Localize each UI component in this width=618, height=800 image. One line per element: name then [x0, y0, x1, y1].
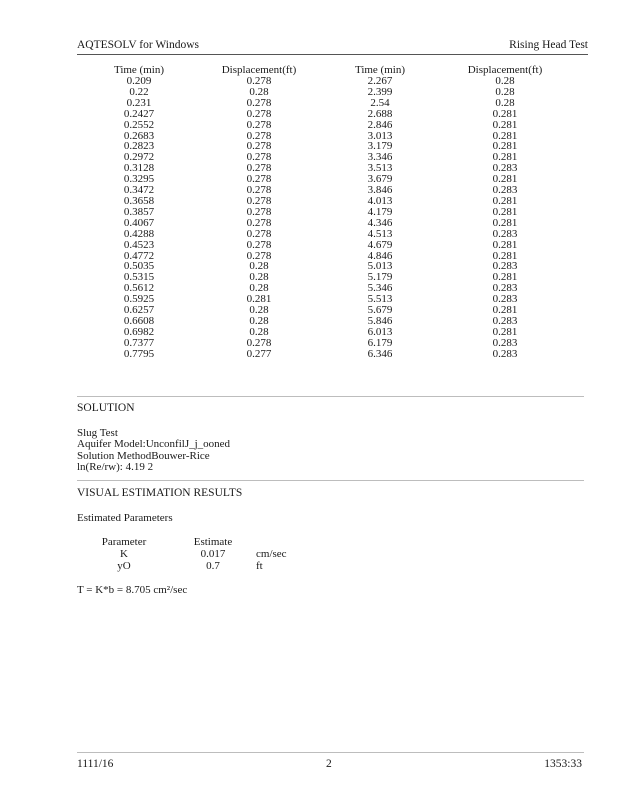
- displacement-cell: 0.28: [249, 325, 269, 338]
- param-name: yO: [117, 560, 131, 572]
- time-cell: 0.5612: [123, 282, 155, 295]
- col-header-displacement: Displacement(ft): [221, 64, 297, 77]
- header-rule: [77, 54, 588, 55]
- time-cell: 0.2823: [123, 140, 155, 153]
- col-header-time: Time (min): [354, 64, 405, 77]
- displacement-cell: 0.281: [492, 238, 518, 251]
- time-cell: 0.3857: [123, 205, 155, 218]
- time-cell: 0.3128: [123, 162, 155, 175]
- solution-heading: SOLUTION: [77, 402, 135, 414]
- time-cell: 0.7377: [123, 336, 155, 349]
- displacement-cell: 0.28: [495, 85, 515, 98]
- displacement-cell: 0.281: [492, 216, 518, 229]
- time-cell: 5.679: [367, 304, 393, 317]
- time-cell: 0.2683: [123, 129, 155, 142]
- displacement-cell: 0.278: [246, 238, 272, 251]
- solution-line: ln(Re/rw): 4.19 2: [77, 461, 154, 473]
- footer-date: 1111/16: [77, 758, 114, 770]
- table-row: [338, 120, 588, 131]
- time-cell: 0.7795: [123, 347, 155, 360]
- time-cell: 2.846: [367, 118, 393, 131]
- displacement-cell: 0.278: [246, 151, 272, 164]
- displacement-cell: 0.281: [492, 271, 518, 284]
- displacement-cell: 0.278: [246, 249, 272, 262]
- displacement-cell: 0.283: [492, 282, 518, 295]
- displacement-cell: 0.281: [492, 140, 518, 153]
- time-cell: 4.679: [367, 238, 393, 251]
- displacement-cell: 0.277: [246, 347, 272, 360]
- estimated-parameters-label: Estimated Parameters: [77, 512, 173, 524]
- time-cell: 6.179: [367, 336, 393, 349]
- parameters-table: [98, 536, 287, 572]
- table-row: [338, 349, 588, 360]
- time-cell: 0.6257: [123, 304, 155, 317]
- visual-heading: VISUAL ESTIMATION RESULTS: [77, 487, 243, 499]
- table-row: [97, 349, 337, 360]
- time-cell: 3.346: [367, 151, 393, 164]
- displacement-cell: 0.28: [249, 304, 269, 317]
- displacement-cell: 0.278: [246, 205, 272, 218]
- displacement-cell: 0.278: [246, 173, 272, 186]
- time-cell: 0.5035: [123, 260, 155, 273]
- displacement-cell: 0.283: [492, 314, 518, 327]
- displacement-cell: 0.281: [492, 205, 518, 218]
- displacement-cell: 0.278: [246, 75, 272, 87]
- table-rule: [77, 396, 584, 397]
- time-cell: 0.4523: [123, 238, 155, 251]
- displacement-cell: 0.281: [492, 129, 518, 142]
- displacement-cell: 0.278: [246, 162, 272, 175]
- footer-rule: [77, 752, 584, 753]
- displacement-cell: 0.283: [492, 260, 518, 273]
- transmissivity-formula: T = K*b = 8.705 cm²/sec: [77, 584, 188, 596]
- time-cell: 0.2972: [123, 151, 155, 164]
- solution-rule: [77, 480, 584, 481]
- time-cell: 5.179: [367, 271, 393, 284]
- displacement-cell: 0.28: [495, 96, 515, 109]
- table-row: [338, 229, 588, 240]
- displacement-cell: 0.283: [492, 347, 518, 360]
- table-row: [97, 120, 337, 131]
- data-table-right: [338, 64, 588, 360]
- col-header-parameter: Parameter: [101, 536, 147, 548]
- displacement-cell: 0.278: [246, 96, 272, 109]
- displacement-cell: 0.283: [492, 184, 518, 197]
- displacement-cell: 0.28: [249, 282, 269, 295]
- time-cell: 0.3295: [123, 173, 155, 186]
- table-row: [338, 109, 588, 120]
- col-header-time: Time (min): [113, 64, 164, 77]
- time-cell: 5.513: [367, 293, 393, 306]
- displacement-cell: 0.278: [246, 336, 272, 349]
- footer-time: 1353:33: [544, 758, 582, 770]
- time-cell: 0.4772: [123, 249, 155, 262]
- col-header-estimate: Estimate: [193, 536, 233, 548]
- displacement-cell: 0.283: [492, 227, 518, 240]
- time-cell: 3.513: [367, 162, 393, 175]
- time-cell: 0.3472: [123, 184, 155, 197]
- displacement-cell: 0.278: [246, 194, 272, 207]
- displacement-cell: 0.281: [492, 194, 518, 207]
- displacement-cell: 0.283: [492, 293, 518, 306]
- displacement-cell: 0.28: [249, 260, 269, 273]
- time-cell: 4.013: [367, 194, 393, 207]
- time-cell: 5.346: [367, 282, 393, 295]
- displacement-cell: 0.281: [492, 304, 518, 317]
- parameter-row: [98, 548, 287, 560]
- time-cell: 0.6982: [123, 325, 155, 338]
- time-cell: 5.846: [367, 314, 393, 327]
- time-cell: 3.179: [367, 140, 393, 153]
- header-app-title: AQTESOLV for Windows: [77, 39, 199, 51]
- param-estimate: 0.7: [206, 560, 220, 572]
- time-cell: 2.688: [367, 107, 393, 120]
- displacement-cell: 0.281: [492, 151, 518, 164]
- displacement-cell: 0.281: [492, 107, 518, 120]
- displacement-cell: 0.281: [492, 325, 518, 338]
- time-cell: 2.54: [370, 96, 390, 109]
- displacement-cell: 0.278: [246, 129, 272, 142]
- displacement-cell: 0.278: [246, 107, 272, 120]
- solution-line: Slug Test: [77, 427, 118, 439]
- time-cell: 0.2552: [123, 118, 155, 131]
- time-cell: 4.346: [367, 216, 393, 229]
- table-row: [97, 109, 337, 120]
- time-cell: 0.5925: [123, 293, 155, 306]
- table-row: [338, 240, 588, 251]
- displacement-cell: 0.278: [246, 184, 272, 197]
- param-unit: cm/sec: [256, 548, 287, 560]
- displacement-cell: 0.283: [492, 336, 518, 349]
- time-cell: 0.2427: [123, 107, 155, 120]
- time-cell: 0.6608: [123, 314, 155, 327]
- param-unit: ft: [256, 560, 263, 572]
- displacement-cell: 0.281: [492, 249, 518, 262]
- header-test-title: Rising Head Test: [509, 39, 588, 51]
- time-cell: 6.346: [367, 347, 393, 360]
- param-estimate: 0.017: [200, 548, 226, 560]
- time-cell: 4.513: [367, 227, 393, 240]
- time-cell: 0.4067: [123, 216, 155, 229]
- time-cell: 0.209: [126, 75, 152, 87]
- displacement-cell: 0.283: [492, 162, 518, 175]
- displacement-cell: 0.28: [249, 314, 269, 327]
- param-name: K: [120, 548, 128, 560]
- displacement-cell: 0.28: [249, 271, 269, 284]
- time-cell: 0.22: [129, 85, 149, 98]
- time-cell: 4.179: [367, 205, 393, 218]
- displacement-cell: 0.278: [246, 140, 272, 153]
- displacement-cell: 0.28: [495, 75, 515, 87]
- time-cell: 0.4288: [123, 227, 155, 240]
- displacement-cell: 0.281: [492, 173, 518, 186]
- time-cell: 3.013: [367, 129, 393, 142]
- time-cell: 2.267: [367, 75, 393, 87]
- solution-line: Solution MethodBouwer-Rice: [77, 450, 210, 462]
- displacement-cell: 0.278: [246, 118, 272, 131]
- time-cell: 0.3658: [123, 194, 155, 207]
- solution-line: Aquifer Model:UnconfilJ_j_ooned: [77, 438, 231, 450]
- time-cell: 5.013: [367, 260, 393, 273]
- parameter-row: [98, 560, 287, 572]
- time-cell: 3.846: [367, 184, 393, 197]
- time-cell: 4.846: [367, 249, 393, 262]
- time-cell: 3.679: [367, 173, 393, 186]
- table-row: [97, 240, 337, 251]
- footer-page-number: 2: [326, 758, 332, 770]
- displacement-cell: 0.281: [246, 293, 272, 306]
- data-table-left: [97, 64, 337, 360]
- table-row: [97, 229, 337, 240]
- time-cell: 0.231: [126, 96, 152, 109]
- col-header-displacement: Displacement(ft): [467, 64, 543, 77]
- displacement-cell: 0.281: [492, 118, 518, 131]
- time-cell: 0.5315: [123, 271, 155, 284]
- displacement-cell: 0.278: [246, 216, 272, 229]
- time-cell: 2.399: [367, 85, 393, 98]
- displacement-cell: 0.28: [249, 85, 269, 98]
- time-cell: 6.013: [367, 325, 393, 338]
- displacement-cell: 0.278: [246, 227, 272, 240]
